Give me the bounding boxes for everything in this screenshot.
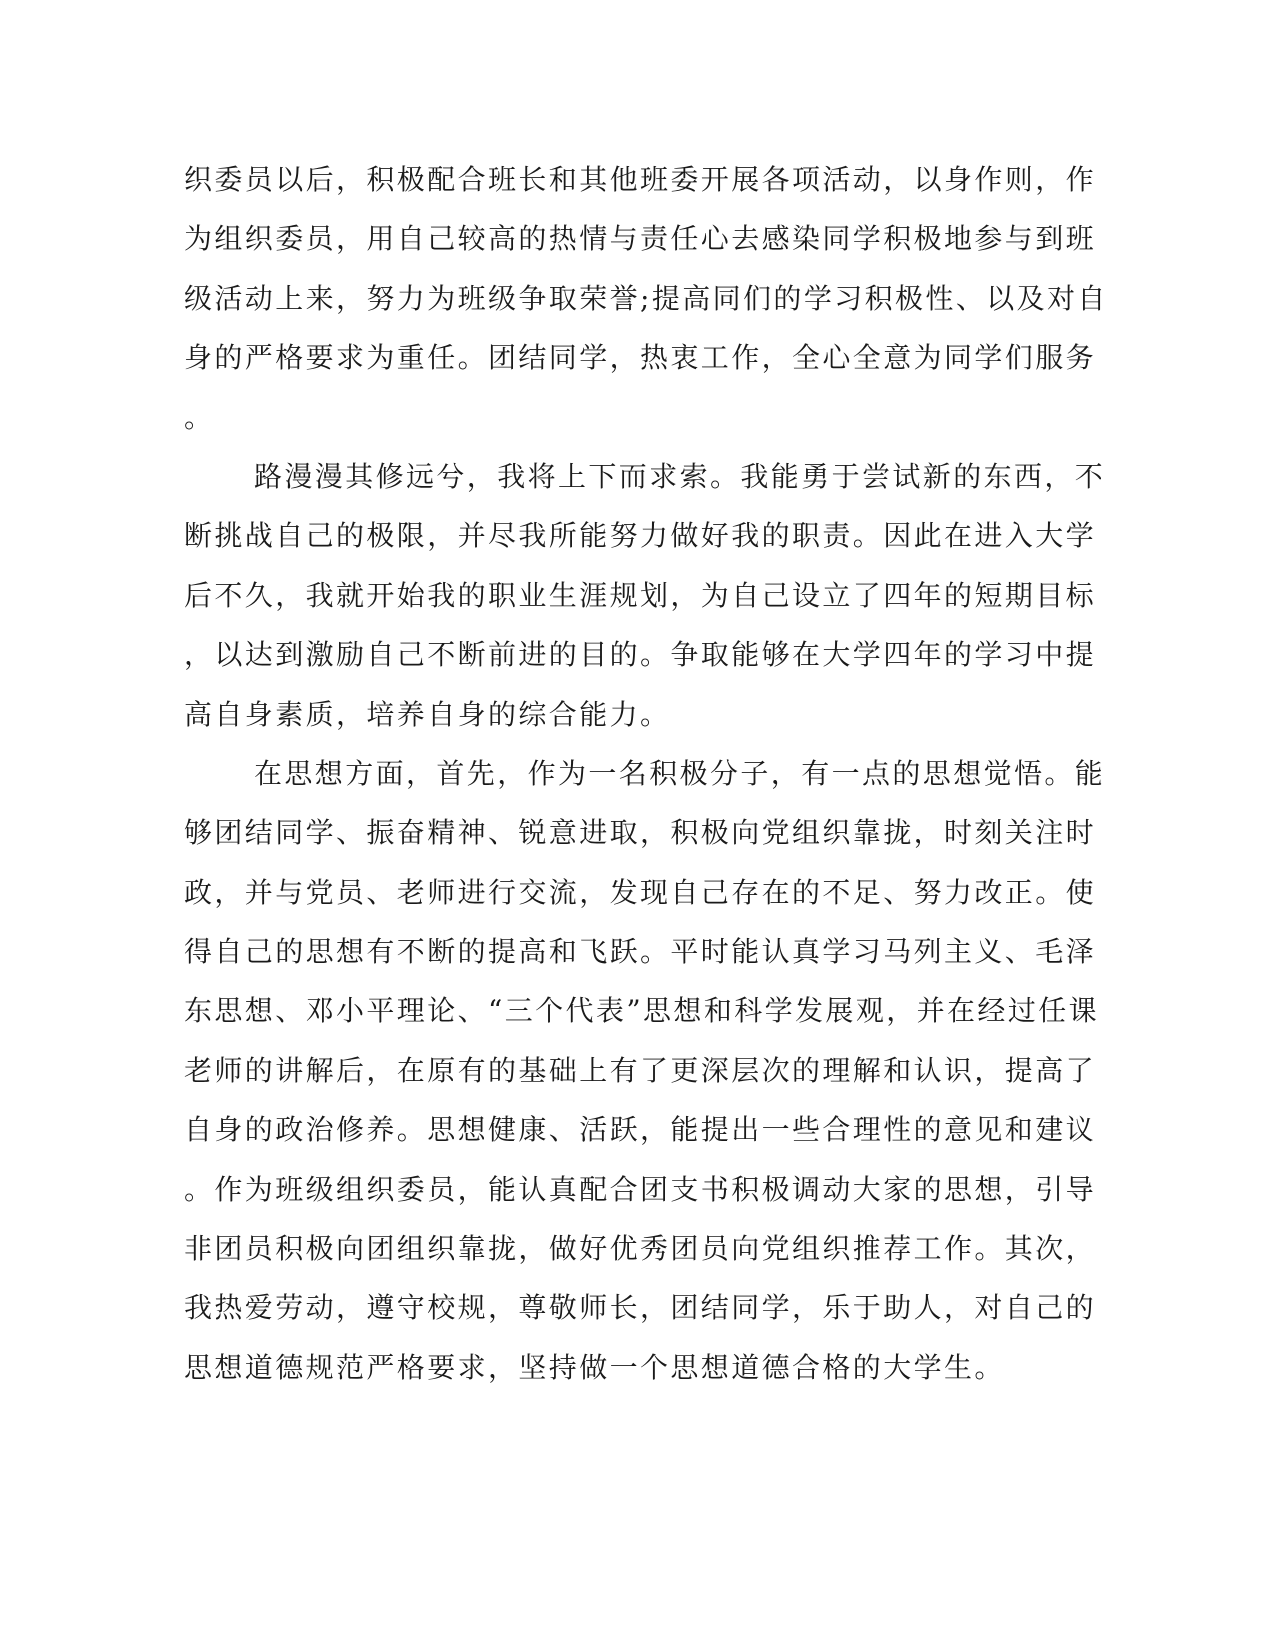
text-line: 我热爱劳动，遵守校规，尊敬师长，团结同学，乐于助人，对自己的 [184,1291,1097,1325]
text-line: 为组织委员，用自己较高的热情与责任心去感染同学积极地参与到班 [184,222,1097,256]
text-line: 。 [184,400,215,434]
text-line: 自身的政治修养。思想健康、活跃，能提出一些合理性的意见和建议 [184,1113,1097,1147]
text-line: 身的严格要求为重任。团结同学，热衷工作，全心全意为同学们服务 [184,341,1097,375]
text-line: 后不久，我就开始我的职业生涯规划，为自己设立了四年的短期目标 [184,578,1097,612]
paragraph-first-line: 在思想方面，首先，作为一名积极分子，有一点的思想觉悟。能 [254,756,1106,790]
text-line: 织委员以后，积极配合班长和其他班委开展各项活动，以身作则，作 [184,163,1097,196]
text-line: 级活动上来，努力为班级争取荣誉;提高同们的学习积极性、以及对自 [184,281,1108,315]
text-line: 政，并与党员、老师进行交流，发现自己存在的不足、努力改正。使 [184,875,1097,909]
text-line: 东思想、邓小平理论、“三个代表”思想和科学发展观，并在经过任课 [184,994,1100,1028]
text-line: 老师的讲解后，在原有的基础上有了更深层次的理解和认识，提高了 [184,1053,1097,1087]
paragraph-first-line: 路漫漫其修远兮，我将上下而求索。我能勇于尝试新的东西，不 [254,459,1106,493]
text-line: 。作为班级组织委员，能认真配合团支书积极调动大家的思想，引导 [184,1172,1097,1206]
text-line: 思想道德规范严格要求，坚持做一个思想道德合格的大学生。 [184,1350,1005,1384]
text-line: 断挑战自己的极限，并尽我所能努力做好我的职责。因此在进入大学 [184,519,1097,553]
text-line: ，以达到激励自己不断前进的目的。争取能够在大学四年的学习中提 [184,638,1097,672]
text-line: 非团员积极向团组织靠拢，做好优秀团员向党组织推荐工作。其次， [184,1232,1097,1266]
text-line: 高自身素质，培养自身的综合能力。 [184,697,671,731]
text-line: 得自己的思想有不断的提高和飞跃。平时能认真学习马列主义、毛泽 [184,935,1097,969]
text-line: 够团结同学、振奋精神、锐意进取，积极向党组织靠拢，时刻关注时 [184,816,1097,850]
document-body [184,150,1108,1397]
